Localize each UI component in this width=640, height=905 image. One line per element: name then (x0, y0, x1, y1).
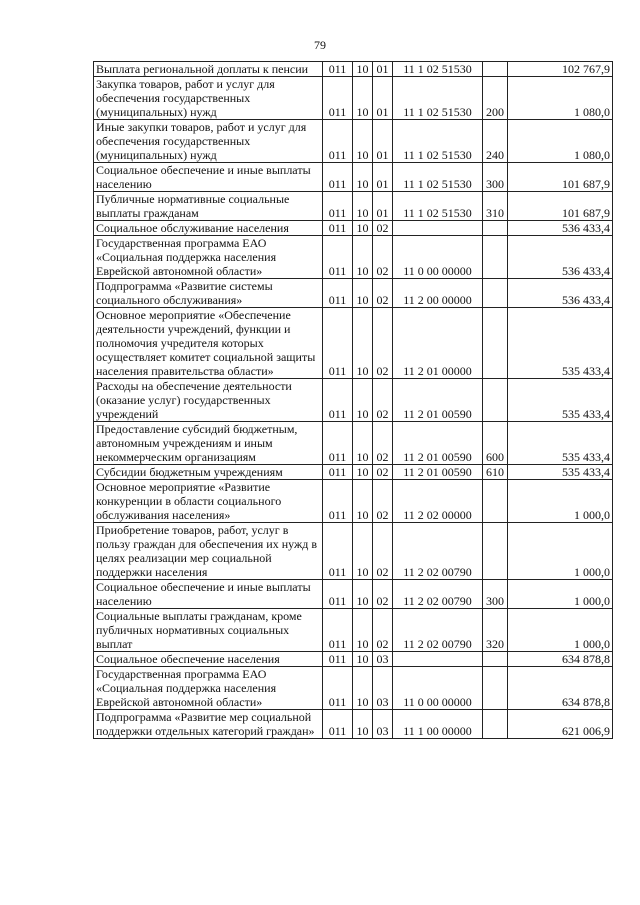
section-code: 10 (353, 480, 373, 523)
target-article-code: 11 2 02 00000 (393, 480, 483, 523)
admin-code: 011 (323, 236, 353, 279)
expense-type-code: 300 (483, 580, 508, 609)
amount: 536 433,4 (508, 221, 613, 236)
expense-type-code (483, 236, 508, 279)
subsection-code: 01 (373, 62, 393, 77)
amount: 1 000,0 (508, 480, 613, 523)
row-name: Государственная программа ЕАО «Социальная поддержка населения Еврейской автономной области» (94, 667, 323, 710)
budget-table (93, 61, 613, 739)
row-name: Социальное обеспечение населения (94, 652, 323, 667)
expense-type-code: 600 (483, 422, 508, 465)
subsection-code: 03 (373, 667, 393, 710)
admin-code: 011 (323, 667, 353, 710)
table-row (94, 308, 613, 379)
table-row (94, 221, 613, 236)
target-article-code: 11 2 01 00590 (393, 422, 483, 465)
admin-code: 011 (323, 120, 353, 163)
amount: 536 433,4 (508, 236, 613, 279)
subsection-code: 02 (373, 221, 393, 236)
admin-code: 011 (323, 221, 353, 236)
subsection-code: 03 (373, 710, 393, 739)
admin-code: 011 (323, 422, 353, 465)
row-name: Субсидии бюджетным учреждениям (94, 465, 323, 480)
amount: 1 080,0 (508, 77, 613, 120)
row-name: Социальное обслуживание населения (94, 221, 323, 236)
target-article-code (393, 652, 483, 667)
target-article-code: 11 1 00 00000 (393, 710, 483, 739)
amount: 621 006,9 (508, 710, 613, 739)
row-name: Основное мероприятие «Развитие конкуренции в области социального обслуживания населения» (94, 480, 323, 523)
admin-code: 011 (323, 379, 353, 422)
admin-code: 011 (323, 308, 353, 379)
expense-type-code (483, 62, 508, 77)
section-code: 10 (353, 308, 373, 379)
amount: 535 433,4 (508, 379, 613, 422)
section-code: 10 (353, 379, 373, 422)
target-article-code: 11 2 01 00590 (393, 465, 483, 480)
admin-code: 011 (323, 77, 353, 120)
table-row (94, 580, 613, 609)
expense-type-code (483, 480, 508, 523)
expense-type-code: 200 (483, 77, 508, 120)
admin-code: 011 (323, 710, 353, 739)
section-code: 10 (353, 710, 373, 739)
table-row (94, 609, 613, 652)
table-row (94, 62, 613, 77)
row-name: Подпрограмма «Развитие системы социального обслуживания» (94, 279, 323, 308)
row-name: Выплата региональной доплаты к пенсии (94, 62, 323, 77)
amount: 1 080,0 (508, 120, 613, 163)
target-article-code: 11 2 01 00590 (393, 379, 483, 422)
section-code: 10 (353, 120, 373, 163)
table-row (94, 77, 613, 120)
table-row (94, 192, 613, 221)
admin-code: 011 (323, 163, 353, 192)
subsection-code: 01 (373, 120, 393, 163)
amount: 101 687,9 (508, 192, 613, 221)
target-article-code: 11 0 00 00000 (393, 667, 483, 710)
section-code: 10 (353, 279, 373, 308)
section-code: 10 (353, 62, 373, 77)
expense-type-code (483, 523, 508, 580)
page-number: 79 (314, 38, 326, 52)
admin-code: 011 (323, 580, 353, 609)
target-article-code: 11 1 02 51530 (393, 163, 483, 192)
subsection-code: 03 (373, 652, 393, 667)
table-row (94, 523, 613, 580)
amount: 535 433,4 (508, 308, 613, 379)
subsection-code: 02 (373, 308, 393, 379)
admin-code: 011 (323, 652, 353, 667)
table-row (94, 279, 613, 308)
section-code: 10 (353, 465, 373, 480)
section-code: 10 (353, 221, 373, 236)
target-article-code: 11 1 02 51530 (393, 192, 483, 221)
budget-table-body (94, 62, 613, 739)
table-row (94, 163, 613, 192)
table-row (94, 480, 613, 523)
subsection-code: 01 (373, 77, 393, 120)
section-code: 10 (353, 163, 373, 192)
row-name: Социальное обеспечение и иные выплаты населению (94, 163, 323, 192)
amount: 101 687,9 (508, 163, 613, 192)
table-row (94, 710, 613, 739)
expense-type-code: 320 (483, 609, 508, 652)
table-row (94, 120, 613, 163)
amount: 634 878,8 (508, 667, 613, 710)
row-name: Социальные выплаты гражданам, кроме публичных нормативных социальных выплат (94, 609, 323, 652)
expense-type-code: 300 (483, 163, 508, 192)
target-article-code: 11 1 02 51530 (393, 77, 483, 120)
expense-type-code: 240 (483, 120, 508, 163)
section-code: 10 (353, 609, 373, 652)
subsection-code: 01 (373, 192, 393, 221)
amount: 536 433,4 (508, 279, 613, 308)
subsection-code: 02 (373, 609, 393, 652)
row-name: Публичные нормативные социальные выплаты гражданам (94, 192, 323, 221)
table-row (94, 652, 613, 667)
expense-type-code (483, 667, 508, 710)
table-row (94, 422, 613, 465)
subsection-code: 02 (373, 580, 393, 609)
expense-type-code (483, 710, 508, 739)
section-code: 10 (353, 192, 373, 221)
subsection-code: 02 (373, 379, 393, 422)
row-name: Подпрограмма «Развитие мер социальной поддержки отдельных категорий граждан» (94, 710, 323, 739)
row-name: Предоставление субсидий бюджетным, автономным учреждениям и иным некоммерческим организациям (94, 422, 323, 465)
expense-type-code (483, 652, 508, 667)
section-code: 10 (353, 422, 373, 465)
expense-type-code (483, 279, 508, 308)
admin-code: 011 (323, 192, 353, 221)
admin-code: 011 (323, 480, 353, 523)
subsection-code: 02 (373, 465, 393, 480)
expense-type-code (483, 308, 508, 379)
section-code: 10 (353, 236, 373, 279)
row-name: Иные закупки товаров, работ и услуг для обеспечения государственных (муниципальных) нужд (94, 120, 323, 163)
row-name: Закупка товаров, работ и услуг для обеспечения государственных (муниципальных) нужд (94, 77, 323, 120)
amount: 634 878,8 (508, 652, 613, 667)
admin-code: 011 (323, 465, 353, 480)
subsection-code: 02 (373, 236, 393, 279)
table-row (94, 236, 613, 279)
subsection-code: 02 (373, 480, 393, 523)
row-name: Основное мероприятие «Обеспечение деятельности учреждений, функции и полномочия учредителя которых осуществляет комитет социальной защиты населения правительства области» (94, 308, 323, 379)
amount: 1 000,0 (508, 523, 613, 580)
target-article-code: 11 0 00 00000 (393, 236, 483, 279)
expense-type-code: 610 (483, 465, 508, 480)
subsection-code: 02 (373, 422, 393, 465)
section-code: 10 (353, 580, 373, 609)
table-row (94, 465, 613, 480)
subsection-code: 01 (373, 163, 393, 192)
target-article-code: 11 2 02 00790 (393, 609, 483, 652)
amount: 535 433,4 (508, 422, 613, 465)
amount: 1 000,0 (508, 609, 613, 652)
row-name: Расходы на обеспечение деятельности (оказание услуг) государственных учреждений (94, 379, 323, 422)
subsection-code: 02 (373, 279, 393, 308)
admin-code: 011 (323, 523, 353, 580)
section-code: 10 (353, 77, 373, 120)
target-article-code: 11 1 02 51530 (393, 62, 483, 77)
row-name: Государственная программа ЕАО «Социальная поддержка населения Еврейской автономной области» (94, 236, 323, 279)
admin-code: 011 (323, 279, 353, 308)
target-article-code: 11 2 00 00000 (393, 279, 483, 308)
target-article-code: 11 2 02 00790 (393, 580, 483, 609)
section-code: 10 (353, 652, 373, 667)
target-article-code: 11 2 02 00790 (393, 523, 483, 580)
target-article-code: 11 2 01 00000 (393, 308, 483, 379)
admin-code: 011 (323, 609, 353, 652)
admin-code: 011 (323, 62, 353, 77)
table-row (94, 667, 613, 710)
row-name: Социальное обеспечение и иные выплаты населению (94, 580, 323, 609)
amount: 1 000,0 (508, 580, 613, 609)
expense-type-code: 310 (483, 192, 508, 221)
row-name: Приобретение товаров, работ, услуг в пользу граждан для обеспечения их нужд в целях реализации мер социальной поддержки населения (94, 523, 323, 580)
section-code: 10 (353, 667, 373, 710)
amount: 102 767,9 (508, 62, 613, 77)
table-row (94, 379, 613, 422)
expense-type-code (483, 379, 508, 422)
section-code: 10 (353, 523, 373, 580)
subsection-code: 02 (373, 523, 393, 580)
amount: 535 433,4 (508, 465, 613, 480)
target-article-code: 11 1 02 51530 (393, 120, 483, 163)
expense-type-code (483, 221, 508, 236)
target-article-code (393, 221, 483, 236)
